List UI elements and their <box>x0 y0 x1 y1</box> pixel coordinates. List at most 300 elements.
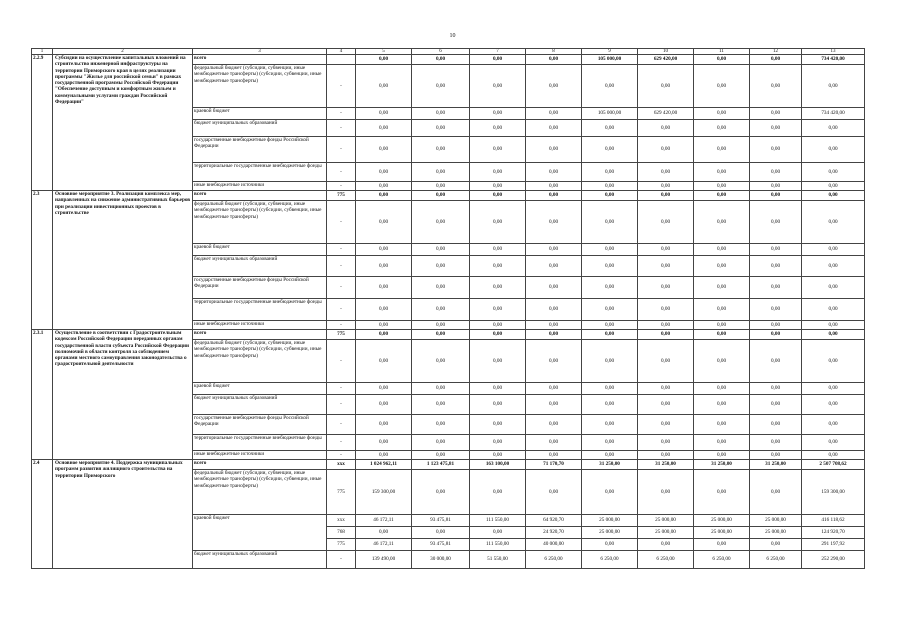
grbs-code: - <box>327 65 356 108</box>
amount-cell: 0,00 <box>412 55 470 65</box>
section-code: 2.3.1 <box>32 330 53 460</box>
amount-cell: 0,00 <box>412 470 470 515</box>
funding-source: федеральный бюджет (субсидии, субвенции, иные межбюджетные трансферты) (субсидии, субвенции, иные межбюджетные трансферты) <box>193 340 327 383</box>
amount-cell: 0,00 <box>694 108 750 120</box>
amount-cell: 0,00 <box>470 137 526 163</box>
amount-cell: 0,00 <box>694 191 750 201</box>
funding-source: всего <box>193 460 327 470</box>
funding-source: федеральный бюджет (субсидии, субвенции, иные межбюджетные трансферты) (субсидии, субвенции, иные межбюджетные трансферты) <box>193 470 327 515</box>
amount-cell: 0,00 <box>638 395 694 415</box>
funding-source: краевой бюджет <box>193 108 327 120</box>
amount-cell: 0,00 <box>802 182 865 191</box>
grbs-code <box>327 55 356 65</box>
amount-cell: 0,00 <box>582 65 638 108</box>
amount-cell: 0,00 <box>750 299 802 321</box>
amount-cell: 0,00 <box>638 330 694 340</box>
amount-cell: 0,00 <box>638 435 694 451</box>
funding-source: государственные внебюджетные фонды Российской Федерации <box>193 277 327 299</box>
amount-cell: 0,00 <box>638 163 694 182</box>
amount-cell: 31 250,00 <box>750 460 802 470</box>
amount-cell: 734 420,00 <box>802 108 865 120</box>
amount-cell: 0,00 <box>750 539 802 551</box>
header-cell: 7 <box>470 49 526 55</box>
amount-cell: 0,00 <box>582 120 638 137</box>
amount-cell: 0,00 <box>694 277 750 299</box>
amount-cell: 0,00 <box>694 415 750 435</box>
amount-cell: 0,00 <box>412 163 470 182</box>
amount-cell: 0,00 <box>750 415 802 435</box>
amount-cell: 0,00 <box>694 340 750 383</box>
amount-cell: 0,00 <box>412 330 470 340</box>
amount-cell: 0,00 <box>802 137 865 163</box>
amount-cell: 0,00 <box>470 256 526 277</box>
section-name: Основное мероприятие 4. Поддержка муниципальных программ развития жилищного строительства на территории Приморского <box>53 460 193 569</box>
amount-cell: 25 000,00 <box>694 515 750 527</box>
amount-cell: 0,00 <box>356 163 412 182</box>
amount-cell: 25 000,00 <box>638 515 694 527</box>
amount-cell: 0,00 <box>694 201 750 244</box>
amount-cell: 0,00 <box>750 163 802 182</box>
amount-cell: 25 000,00 <box>638 527 694 539</box>
amount-cell: 0,00 <box>356 415 412 435</box>
amount-cell: 0,00 <box>526 55 582 65</box>
amount-cell: 0,00 <box>694 299 750 321</box>
amount-cell: 0,00 <box>694 256 750 277</box>
amount-cell: 0,00 <box>750 383 802 395</box>
amount-cell: 6 250,00 <box>638 551 694 569</box>
amount-cell: 0,00 <box>356 340 412 383</box>
header-cell: 11 <box>694 49 750 55</box>
amount-cell: 0,00 <box>694 470 750 515</box>
amount-cell: 0,00 <box>356 244 412 256</box>
amount-cell: 6 250,00 <box>750 551 802 569</box>
amount-cell: 0,00 <box>526 191 582 201</box>
amount-cell: 0,00 <box>470 163 526 182</box>
amount-cell: 0,00 <box>412 299 470 321</box>
amount-cell: 0,00 <box>412 120 470 137</box>
amount-cell: 0,00 <box>356 330 412 340</box>
amount-cell: 0,00 <box>526 330 582 340</box>
grbs-code: 775 <box>327 539 356 551</box>
amount-cell: 111 550,00 <box>470 515 526 527</box>
amount-cell: 0,00 <box>750 120 802 137</box>
amount-cell: 0,00 <box>582 191 638 201</box>
header-cell: 10 <box>638 49 694 55</box>
amount-cell: 0,00 <box>356 383 412 395</box>
amount-cell: 139 490,00 <box>356 551 412 569</box>
amount-cell: 31 250,00 <box>694 460 750 470</box>
funding-source: всего <box>193 191 327 201</box>
amount-cell: 0,00 <box>694 395 750 415</box>
funding-source: бюджет муниципальных образований <box>193 395 327 415</box>
amount-cell: 0,00 <box>526 256 582 277</box>
amount-cell: 0,00 <box>694 182 750 191</box>
amount-cell: 0,00 <box>582 137 638 163</box>
amount-cell: 0,00 <box>356 120 412 137</box>
amount-cell: 0,00 <box>470 65 526 108</box>
amount-cell: 0,00 <box>582 340 638 383</box>
amount-cell: 252 290,00 <box>802 551 865 569</box>
amount-cell: 0,00 <box>694 163 750 182</box>
amount-cell: 0,00 <box>526 182 582 191</box>
amount-cell: 0,00 <box>638 191 694 201</box>
funding-source: федеральный бюджет (субсидии, субвенции, иные межбюджетные трансферты) (субсидии, субвенции, иные межбюджетные трансферты) <box>193 65 327 108</box>
amount-cell: 0,00 <box>412 451 470 460</box>
amount-cell: 0,00 <box>412 321 470 330</box>
amount-cell: 0,00 <box>802 451 865 460</box>
header-cell: 4 <box>327 49 356 55</box>
amount-cell: 6 250,00 <box>694 551 750 569</box>
amount-cell: 0,00 <box>412 191 470 201</box>
amount-cell: 0,00 <box>356 435 412 451</box>
amount-cell: 0,00 <box>470 191 526 201</box>
amount-cell: 0,00 <box>694 55 750 65</box>
grbs-code: - <box>327 256 356 277</box>
amount-cell: 734 420,00 <box>802 55 865 65</box>
amount-cell: 0,00 <box>750 435 802 451</box>
amount-cell: 0,00 <box>694 137 750 163</box>
grbs-code: - <box>327 435 356 451</box>
amount-cell: 0,00 <box>470 383 526 395</box>
funding-source: иные внебюджетные источники <box>193 451 327 460</box>
amount-cell: 0,00 <box>356 527 412 539</box>
amount-cell: 0,00 <box>750 244 802 256</box>
amount-cell: 0,00 <box>802 256 865 277</box>
amount-cell: 0,00 <box>526 470 582 515</box>
amount-cell: 0,00 <box>694 65 750 108</box>
amount-cell: 0,00 <box>356 256 412 277</box>
amount-cell: 1 123 475,81 <box>412 460 470 470</box>
amount-cell: 0,00 <box>470 330 526 340</box>
page-number: 10 <box>449 33 456 39</box>
header-cell: 5 <box>356 49 412 55</box>
amount-cell: 0,00 <box>412 108 470 120</box>
amount-cell: 25 000,00 <box>582 515 638 527</box>
amount-cell: 0,00 <box>802 330 865 340</box>
amount-cell: 0,00 <box>638 451 694 460</box>
amount-cell: 31 250,00 <box>582 460 638 470</box>
amount-cell: 0,00 <box>750 340 802 383</box>
grbs-code: - <box>327 299 356 321</box>
funding-source: всего <box>193 330 327 340</box>
funding-source: иные внебюджетные источники <box>193 182 327 191</box>
funding-source: федеральный бюджет (субсидии, субвенции, иные межбюджетные трансферты) (субсидии, субвенции, иные межбюджетные трансферты) <box>193 201 327 244</box>
grbs-code: - <box>327 120 356 137</box>
amount-cell: 25 000,00 <box>582 527 638 539</box>
amount-cell: 0,00 <box>582 383 638 395</box>
header-cell: 12 <box>750 49 802 55</box>
amount-cell: 0,00 <box>356 108 412 120</box>
grbs-code: 775 <box>327 330 356 340</box>
amount-cell: 0,00 <box>412 415 470 435</box>
amount-cell: 0,00 <box>470 182 526 191</box>
funding-source: всего <box>193 55 327 65</box>
amount-cell: 0,00 <box>412 435 470 451</box>
amount-cell: 0,00 <box>582 163 638 182</box>
amount-cell: 0,00 <box>750 182 802 191</box>
grbs-code: - <box>327 340 356 383</box>
amount-cell: 31 250,00 <box>638 460 694 470</box>
amount-cell: 0,00 <box>582 244 638 256</box>
grbs-code: 775 <box>327 191 356 201</box>
amount-cell: 0,00 <box>412 527 470 539</box>
amount-cell: 416 118,62 <box>802 515 865 527</box>
amount-cell: 0,00 <box>526 451 582 460</box>
table-row <box>32 55 865 65</box>
amount-cell: 0,00 <box>526 65 582 108</box>
amount-cell: 0,00 <box>470 395 526 415</box>
funding-source: территориальные государственные внебюджетные фонды <box>193 163 327 182</box>
section-name: Основное мероприятие 3. Реализация комплекса мер, направленных на снижение административных барьеров при реализации инвестиционных проектов в строительстве <box>53 191 193 330</box>
amount-cell: 0,00 <box>582 451 638 460</box>
amount-cell: 0,00 <box>526 395 582 415</box>
amount-cell: 0,00 <box>750 256 802 277</box>
table-row <box>32 191 865 201</box>
amount-cell: 0,00 <box>638 65 694 108</box>
amount-cell: 0,00 <box>412 244 470 256</box>
amount-cell: 291 197,92 <box>802 539 865 551</box>
header-cell: 13 <box>802 49 865 55</box>
grbs-code: - <box>327 201 356 244</box>
amount-cell: 0,00 <box>802 299 865 321</box>
amount-cell: 0,00 <box>750 55 802 65</box>
amount-cell: 0,00 <box>802 340 865 383</box>
amount-cell: 25 000,00 <box>750 527 802 539</box>
amount-cell: 105 000,00 <box>582 55 638 65</box>
amount-cell: 0,00 <box>802 244 865 256</box>
amount-cell: 0,00 <box>526 299 582 321</box>
amount-cell: 0,00 <box>750 277 802 299</box>
amount-cell: 0,00 <box>638 383 694 395</box>
amount-cell: 0,00 <box>802 383 865 395</box>
amount-cell: 0,00 <box>526 137 582 163</box>
amount-cell: 0,00 <box>526 108 582 120</box>
amount-cell: 0,00 <box>470 527 526 539</box>
amount-cell: 1 024 962,11 <box>356 460 412 470</box>
grbs-code: - <box>327 108 356 120</box>
funding-source: государственные внебюджетные фонды Российской Федерации <box>193 415 327 435</box>
amount-cell: 0,00 <box>526 163 582 182</box>
amount-cell: 0,00 <box>356 451 412 460</box>
grbs-code: - <box>327 383 356 395</box>
amount-cell: 0,00 <box>638 256 694 277</box>
grbs-code: - <box>327 551 356 569</box>
section-name: Субсидии на осуществление капитальных вложений на строительство инженерной инфраструктуры на территории Приморского края в целях реализации программы "Жилье для российской семьи" в рамках государственной программы Российской Федерации "Обеспечение доступным и комфортным жильем и коммунальными услугами граждан Российской Федерации" <box>53 55 193 191</box>
amount-cell: 0,00 <box>470 244 526 256</box>
amount-cell: 0,00 <box>750 395 802 415</box>
amount-cell: 0,00 <box>412 340 470 383</box>
amount-cell: 0,00 <box>470 451 526 460</box>
header-cell: 9 <box>582 49 638 55</box>
section-code: 2.3 <box>32 191 53 330</box>
amount-cell: 0,00 <box>638 182 694 191</box>
funding-source: территориальные государственные внебюджетные фонды <box>193 435 327 451</box>
amount-cell: 0,00 <box>470 415 526 435</box>
amount-cell: 0,00 <box>412 256 470 277</box>
amount-cell: 0,00 <box>470 108 526 120</box>
amount-cell: 46 172,11 <box>356 539 412 551</box>
funding-source: краевой бюджет <box>193 515 327 551</box>
amount-cell: 0,00 <box>638 321 694 330</box>
grbs-code: - <box>327 321 356 330</box>
amount-cell: 40 000,00 <box>526 539 582 551</box>
amount-cell: 0,00 <box>582 470 638 515</box>
amount-cell: 159 300,00 <box>356 470 412 515</box>
table-row <box>32 330 865 340</box>
amount-cell: 0,00 <box>356 65 412 108</box>
amount-cell: 93 475,81 <box>412 539 470 551</box>
grbs-code: - <box>327 182 356 191</box>
amount-cell: 0,00 <box>526 201 582 244</box>
amount-cell: 0,00 <box>802 163 865 182</box>
amount-cell: 0,00 <box>470 55 526 65</box>
budget-table <box>31 48 865 569</box>
amount-cell: 0,00 <box>582 201 638 244</box>
amount-cell: 0,00 <box>356 191 412 201</box>
amount-cell: 0,00 <box>582 182 638 191</box>
amount-cell: 0,00 <box>802 65 865 108</box>
section-name: Осуществление в соответствии с Градостроительным кодексом Российской Федерации переданных органам государственной власти субъекта Российской Федерации полномочий в области контроля за соблюдением органами местного самоуправления законодательства о градостроительной деятельности <box>53 330 193 460</box>
amount-cell: 0,00 <box>582 539 638 551</box>
amount-cell: 0,00 <box>356 201 412 244</box>
amount-cell: 0,00 <box>638 340 694 383</box>
amount-cell: 0,00 <box>526 277 582 299</box>
table-row <box>32 460 865 470</box>
grbs-code: - <box>327 451 356 460</box>
amount-cell: 124 920,70 <box>802 527 865 539</box>
amount-cell: 0,00 <box>750 451 802 460</box>
amount-cell: 629 420,00 <box>638 55 694 65</box>
amount-cell: 0,00 <box>694 383 750 395</box>
amount-cell: 0,00 <box>638 277 694 299</box>
amount-cell: 0,00 <box>694 451 750 460</box>
amount-cell: 0,00 <box>750 470 802 515</box>
amount-cell: 0,00 <box>356 299 412 321</box>
amount-cell: 0,00 <box>694 330 750 340</box>
amount-cell: 0,00 <box>526 321 582 330</box>
amount-cell: 0,00 <box>802 191 865 201</box>
amount-cell: 0,00 <box>802 321 865 330</box>
amount-cell: 0,00 <box>802 395 865 415</box>
amount-cell: 0,00 <box>356 137 412 163</box>
funding-source: иные внебюджетные источники <box>193 321 327 330</box>
amount-cell: 0,00 <box>356 55 412 65</box>
amount-cell: 0,00 <box>356 395 412 415</box>
amount-cell: 71 170,70 <box>526 460 582 470</box>
amount-cell: 163 100,00 <box>470 460 526 470</box>
amount-cell: 0,00 <box>694 321 750 330</box>
header-cell: 3 <box>193 49 327 55</box>
grbs-code: - <box>327 395 356 415</box>
grbs-code: - <box>327 163 356 182</box>
grbs-code: 775 <box>327 470 356 515</box>
amount-cell: 0,00 <box>582 256 638 277</box>
amount-cell: 51 550,00 <box>470 551 526 569</box>
amount-cell: 0,00 <box>526 435 582 451</box>
amount-cell: 0,00 <box>638 244 694 256</box>
funding-source: территориальные государственные внебюджетные фонды <box>193 299 327 321</box>
amount-cell: 0,00 <box>582 321 638 330</box>
funding-source: государственные внебюджетные фонды Российской Федерации <box>193 137 327 163</box>
amount-cell: 25 000,00 <box>750 515 802 527</box>
amount-cell: 0,00 <box>526 340 582 383</box>
amount-cell: 105 000,00 <box>582 108 638 120</box>
funding-source: бюджет муниципальных образований <box>193 120 327 137</box>
amount-cell: 0,00 <box>638 299 694 321</box>
grbs-code: ххх <box>327 460 356 470</box>
amount-cell: 30 000,00 <box>412 551 470 569</box>
amount-cell: 629 420,00 <box>638 108 694 120</box>
header-cell: 6 <box>412 49 470 55</box>
amount-cell: 0,00 <box>582 415 638 435</box>
grbs-code: ххх <box>327 515 356 527</box>
amount-cell: 0,00 <box>582 277 638 299</box>
amount-cell: 0,00 <box>470 201 526 244</box>
amount-cell: 0,00 <box>750 201 802 244</box>
amount-cell: 0,00 <box>750 65 802 108</box>
amount-cell: 0,00 <box>750 137 802 163</box>
amount-cell: 0,00 <box>412 201 470 244</box>
amount-cell: 0,00 <box>470 435 526 451</box>
amount-cell: 0,00 <box>412 65 470 108</box>
amount-cell: 25 000,00 <box>694 527 750 539</box>
funding-source: краевой бюджет <box>193 244 327 256</box>
amount-cell: 24 920,70 <box>526 527 582 539</box>
amount-cell: 0,00 <box>694 120 750 137</box>
amount-cell: 0,00 <box>470 340 526 383</box>
amount-cell: 0,00 <box>412 395 470 415</box>
amount-cell: 0,00 <box>412 137 470 163</box>
amount-cell: 0,00 <box>470 299 526 321</box>
amount-cell: 0,00 <box>412 182 470 191</box>
amount-cell: 0,00 <box>802 120 865 137</box>
amount-cell: 0,00 <box>470 470 526 515</box>
amount-cell: 64 920,70 <box>526 515 582 527</box>
grbs-code: - <box>327 277 356 299</box>
amount-cell: 0,00 <box>582 435 638 451</box>
amount-cell: 0,00 <box>412 383 470 395</box>
amount-cell: 0,00 <box>582 330 638 340</box>
amount-cell: 0,00 <box>470 321 526 330</box>
amount-cell: 0,00 <box>356 182 412 191</box>
grbs-code: - <box>327 137 356 163</box>
amount-cell: 0,00 <box>638 201 694 244</box>
amount-cell: 93 475,81 <box>412 515 470 527</box>
amount-cell: 0,00 <box>356 321 412 330</box>
amount-cell: 46 172,11 <box>356 515 412 527</box>
amount-cell: 0,00 <box>470 277 526 299</box>
header-cell: 1 <box>32 49 53 55</box>
amount-cell: 0,00 <box>694 539 750 551</box>
amount-cell: 0,00 <box>582 395 638 415</box>
amount-cell: 0,00 <box>526 383 582 395</box>
amount-cell: 0,00 <box>750 108 802 120</box>
amount-cell: 0,00 <box>526 244 582 256</box>
amount-cell: 0,00 <box>802 201 865 244</box>
amount-cell: 0,00 <box>638 120 694 137</box>
grbs-code: 768 <box>327 527 356 539</box>
amount-cell: 0,00 <box>470 120 526 137</box>
grbs-code: - <box>327 244 356 256</box>
header-cell: 2 <box>53 49 193 55</box>
amount-cell: 0,00 <box>694 435 750 451</box>
amount-cell: 2 507 708,62 <box>802 460 865 470</box>
section-code: 2.4 <box>32 460 53 569</box>
amount-cell: 0,00 <box>750 191 802 201</box>
amount-cell: 0,00 <box>802 415 865 435</box>
header-cell: 8 <box>526 49 582 55</box>
amount-cell: 0,00 <box>526 415 582 435</box>
